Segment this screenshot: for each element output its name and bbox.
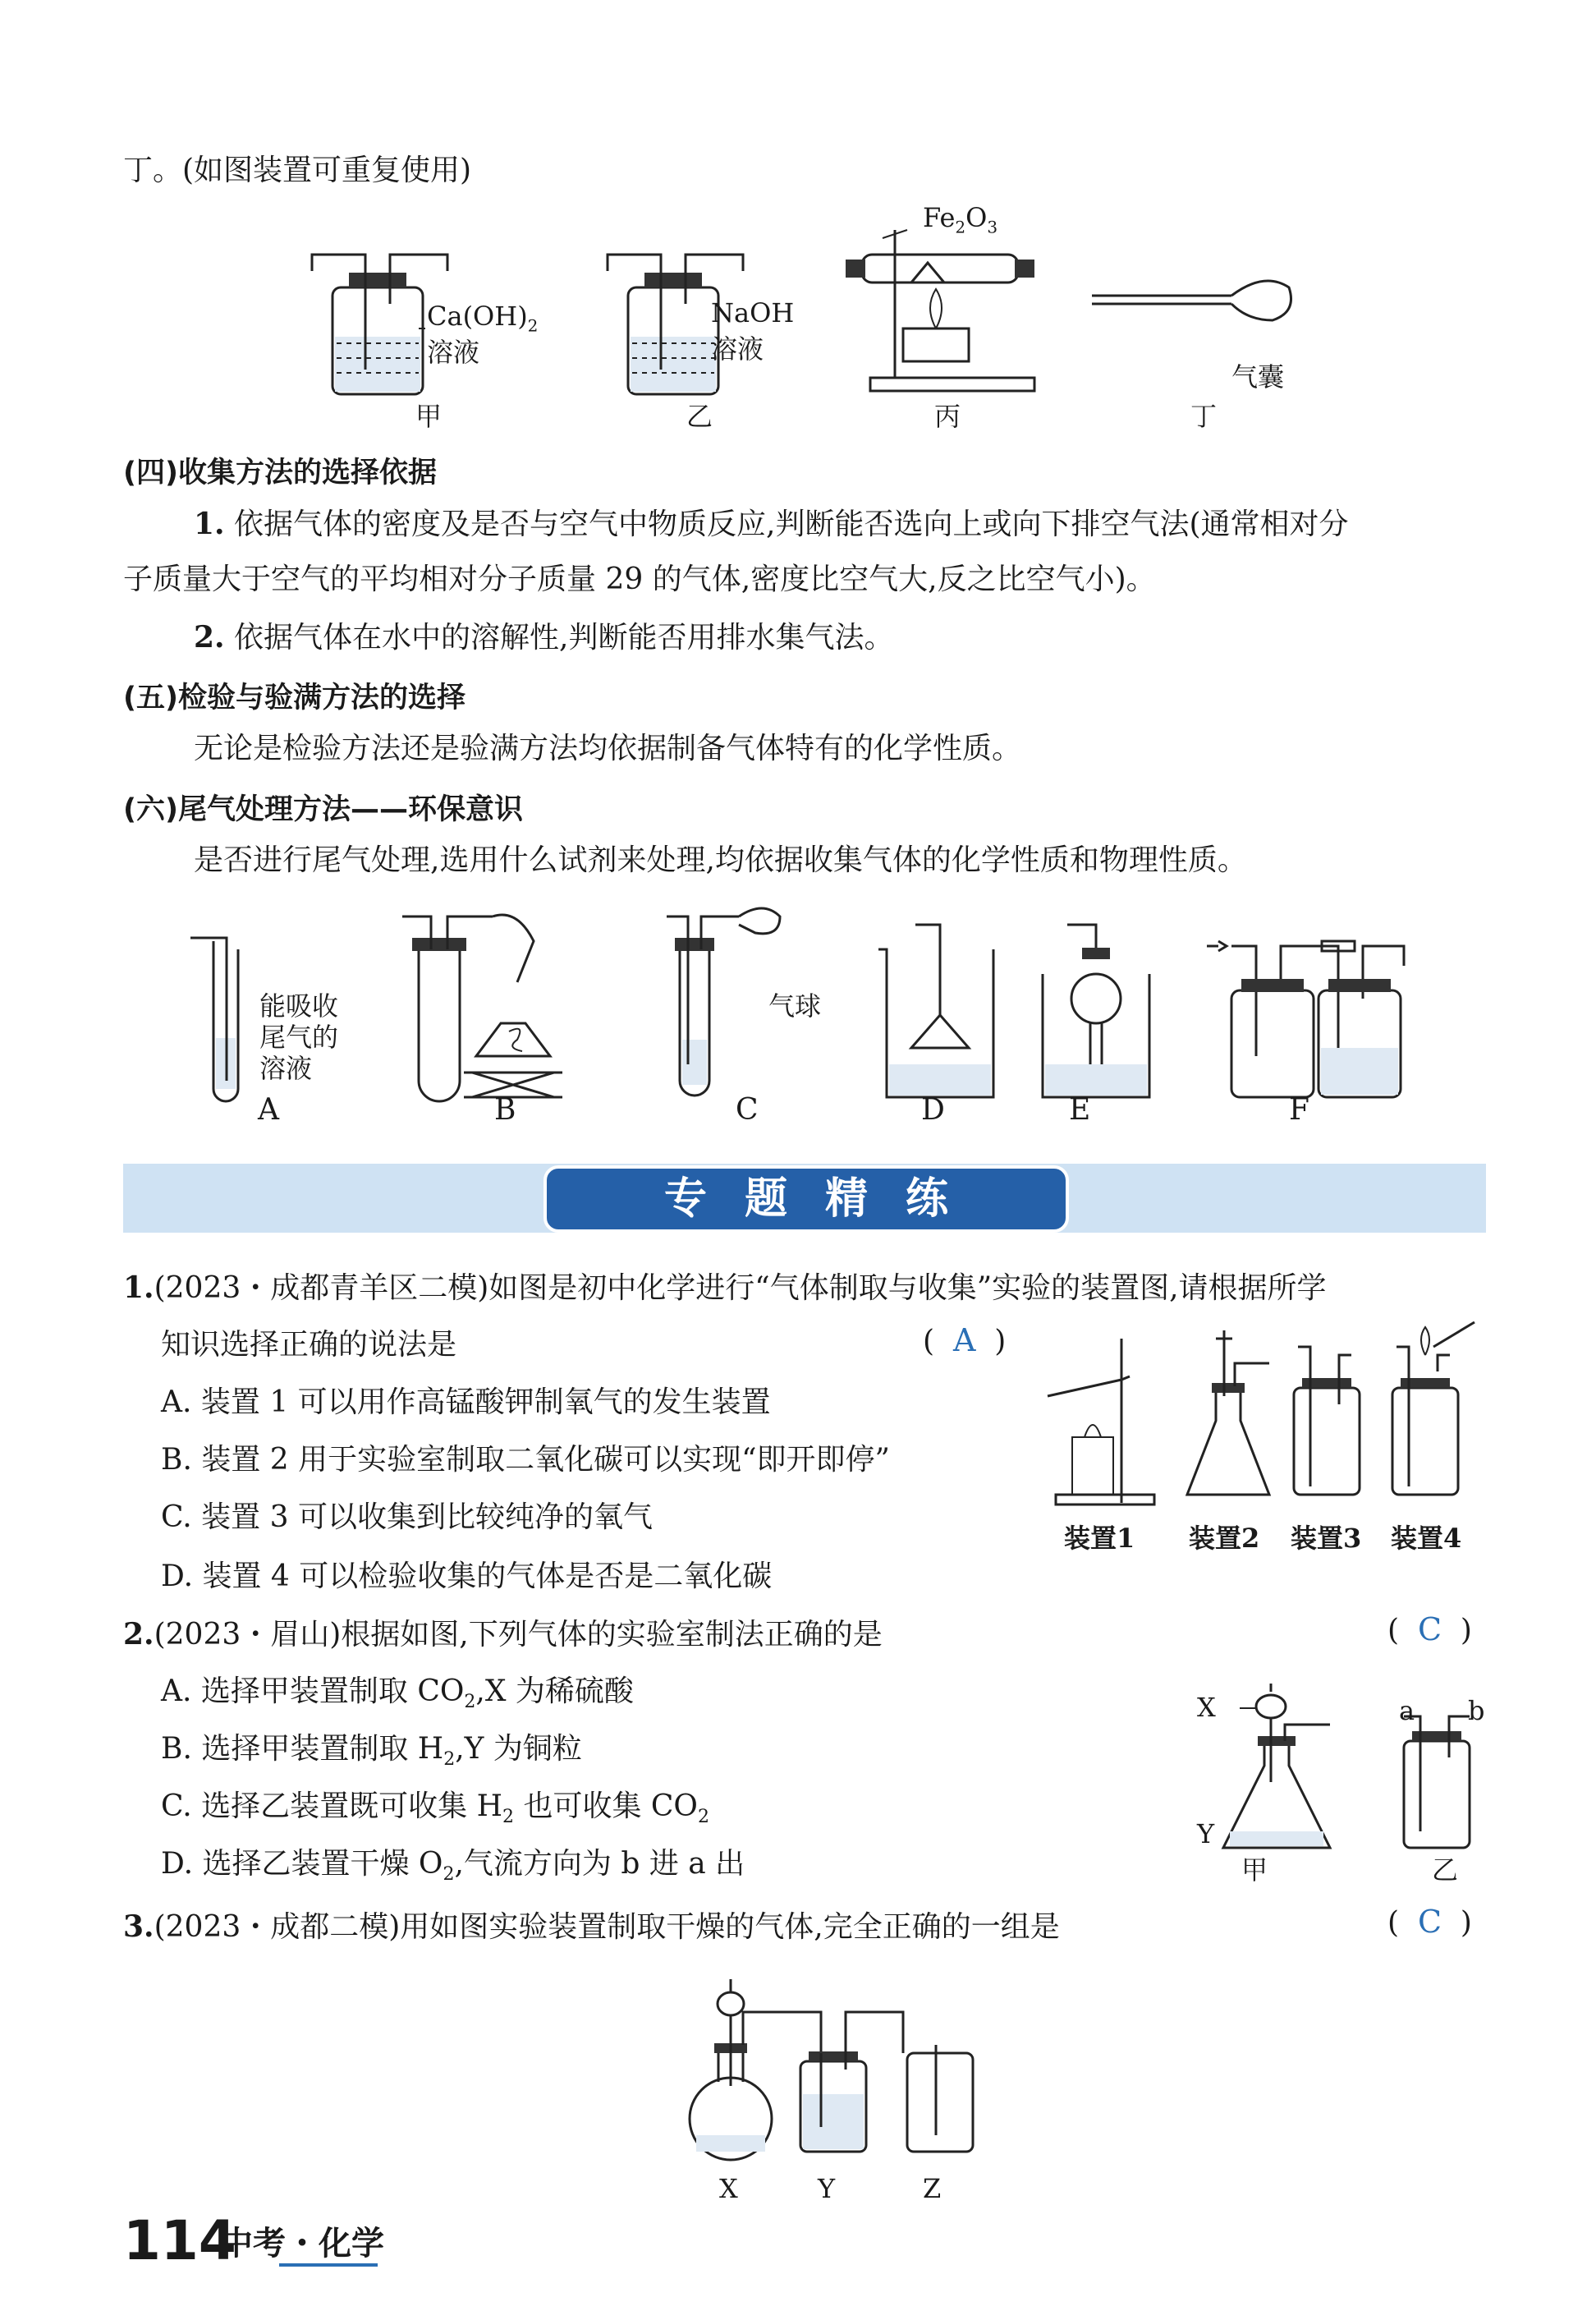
section-banner-title: 专题精练 [543, 1165, 1069, 1233]
q2-option-c: C. 选择乙装置既可收集 H [161, 1789, 502, 1823]
fig2-label-b: B [494, 1093, 516, 1127]
bing-fe: Fe [923, 202, 956, 233]
q2-stem: (2023・眉山)根据如图,下列气体的实验室制法正确的是 [154, 1618, 883, 1652]
apparatus-f [1207, 941, 1404, 1097]
q1-fig-label-3: 装置3 [1291, 1523, 1362, 1554]
q2-answer: C [1417, 1611, 1442, 1647]
q3-paren-open: ( [1387, 1906, 1400, 1940]
fig2-label-d: D [921, 1093, 945, 1127]
q3-number: 3. [123, 1909, 154, 1944]
q2-option-c-mid: 也可收集 CO [514, 1789, 698, 1823]
jia-reagent-sub: 2 [527, 315, 539, 336]
fig1-label-ding: 丁 [1190, 401, 1218, 432]
section-5-heading: (五)检验与验满方法的选择 [123, 682, 466, 714]
fig1-label-jia: 甲 [415, 401, 443, 432]
q3-device-y [800, 2012, 903, 2152]
sec4-p1-a: 依据气体的密度及是否与空气中物质反应,判断能否选向上或向下排空气法(通常相对分 [234, 508, 1349, 541]
sec4-p1-num: 1. [194, 507, 225, 541]
section-4-heading: (四)收集方法的选择依据 [123, 457, 437, 489]
q2-number: 2. [123, 1617, 154, 1652]
q3-fig-label-x: X [719, 2173, 738, 2204]
q1-device-1 [1048, 1339, 1154, 1505]
q2-device-jia [1223, 1684, 1330, 1848]
apparatus-b [402, 915, 562, 1101]
q1-number: 1. [123, 1270, 154, 1305]
fig2-label-e: E [1069, 1093, 1091, 1127]
q2-option-d-tail: ,气流方向为 b 进 a 出 [454, 1847, 745, 1881]
sec5-p: 无论是检验方法还是验满方法均依据制备气体特有的化学性质。 [194, 732, 1022, 765]
section-6-heading: (六)尾气处理方法——环保意识 [123, 793, 523, 826]
jia-reagent: Ca(OH) [427, 301, 528, 332]
yi-reagent: NaOH [711, 297, 795, 328]
fig2-label-a: A [258, 1093, 279, 1127]
q2-fig-x: X [1197, 1692, 1216, 1723]
q1-figure [1039, 1322, 1483, 1511]
q3-stem: (2023・成都二模)用如图实验装置制取干燥的气体,完全正确的一组是 [154, 1910, 1060, 1944]
q3-answer: C [1417, 1904, 1442, 1940]
apparatus-e [1043, 925, 1149, 1097]
apparatus-a [190, 938, 238, 1101]
tube-heater-bing [846, 230, 1034, 391]
sec4-p1-b: 子质量大于空气的平均相对分子质量 29 的气体,密度比空气大,反之比空气小)。 [123, 563, 1156, 596]
fig1-label-bing: 丙 [934, 401, 961, 432]
q1-device-2 [1187, 1330, 1269, 1495]
q2-fig-label-yi: 乙 [1432, 1854, 1459, 1886]
q1-device-3 [1294, 1347, 1360, 1495]
fig1-label-yi: 乙 [686, 401, 713, 432]
fig2-label-f: F [1289, 1093, 1309, 1127]
q2-option-d: D. 选择乙装置干燥 O [161, 1847, 443, 1881]
q1-paren-close: ) [994, 1325, 1007, 1358]
q2-option-d-sub: 2 [443, 1864, 455, 1886]
q1-option-d: D. 装置 4 可以检验收集的气体是否是二氧化碳 [161, 1560, 773, 1593]
q3-device-z [907, 2045, 973, 2152]
a-text-2: 尾气的 [259, 1022, 339, 1053]
q3-paren-close: ) [1460, 1906, 1472, 1940]
q2-option-b-sub: 2 [443, 1749, 456, 1771]
sec6-p: 是否进行尾气处理,选用什么试剂来处理,均依据收集气体的化学性质和物理性质。 [194, 843, 1247, 877]
q1-device-4 [1392, 1322, 1474, 1495]
yi-solution: 溶液 [711, 333, 764, 365]
q3-fig-label-y: Y [818, 2173, 836, 2204]
q1-fig-label-2: 装置2 [1189, 1523, 1260, 1554]
apparatus-c [667, 908, 780, 1096]
sec4-p2: 依据气体在水中的溶解性,判断能否用排水集气法。 [234, 621, 894, 655]
q2-paren-open: ( [1387, 1614, 1400, 1647]
page-number: 114 [123, 2209, 236, 2272]
q1-option-a: A. 装置 1 可以用作高锰酸钾制氧气的发生装置 [161, 1385, 771, 1419]
footer-underline [279, 2263, 378, 2267]
q2-device-yi [1404, 1716, 1470, 1848]
fig2-label-c: C [736, 1093, 759, 1127]
q1-paren-open: ( [923, 1325, 935, 1358]
q3-fig-label-z: Z [923, 2173, 942, 2204]
q2-figure [1215, 1667, 1494, 1864]
q2-option-a-sub: 2 [464, 1692, 476, 1713]
gas-bag-ding [1092, 281, 1291, 320]
q1-option-c: C. 装置 3 可以收集到比较纯净的氧气 [161, 1500, 653, 1534]
q1-stem-a: (2023・成都青羊区二模)如图是初中化学进行“气体制取与收集”实验的装置图,请根据所学 [154, 1271, 1327, 1305]
q2-fig-label-jia: 甲 [1241, 1854, 1268, 1886]
q2-option-b: B. 选择甲装置制取 H [161, 1732, 444, 1766]
q2-option-a-tail: ,X 为稀硫酸 [475, 1675, 634, 1708]
q2-paren-close: ) [1460, 1614, 1472, 1647]
ding-bag-label: 气囊 [1231, 361, 1285, 393]
bing-o: O [965, 202, 988, 233]
q2-option-c-sub: 2 [502, 1807, 514, 1828]
q1-fig-label-4: 装置4 [1391, 1523, 1462, 1554]
a-text-1: 能吸收 [259, 990, 339, 1022]
q2-option-c-sub2: 2 [697, 1807, 709, 1828]
a-text-3: 溶液 [259, 1053, 313, 1084]
jia-solution: 溶液 [427, 337, 480, 368]
q3-figure [681, 1963, 993, 2168]
bing-o-sub: 3 [987, 217, 998, 237]
q2-option-b-tail: ,Y 为铜粒 [455, 1732, 582, 1766]
c-balloon-label: 气球 [768, 990, 822, 1022]
q2-fig-b: b [1468, 1695, 1485, 1726]
apparatus-d [878, 925, 993, 1097]
q2-fig-y: Y [1197, 1818, 1215, 1849]
q1-answer: A [952, 1322, 976, 1358]
q1-fig-label-1: 装置1 [1064, 1523, 1135, 1554]
intro-line: 丁。(如图装置可重复使用) [123, 154, 472, 187]
sec4-p2-num: 2. [194, 620, 225, 655]
q1-stem-b: 知识选择正确的说法是 [161, 1328, 457, 1362]
q2-fig-a: a [1399, 1695, 1415, 1726]
q2-option-a: A. 选择甲装置制取 CO [161, 1675, 465, 1708]
q1-option-b: B. 装置 2 用于实验室制取二氧化碳可以实现“即开即停” [161, 1443, 890, 1477]
book-title: 中考・化学 [220, 2225, 384, 2263]
bing-fe-sub: 2 [955, 217, 966, 237]
